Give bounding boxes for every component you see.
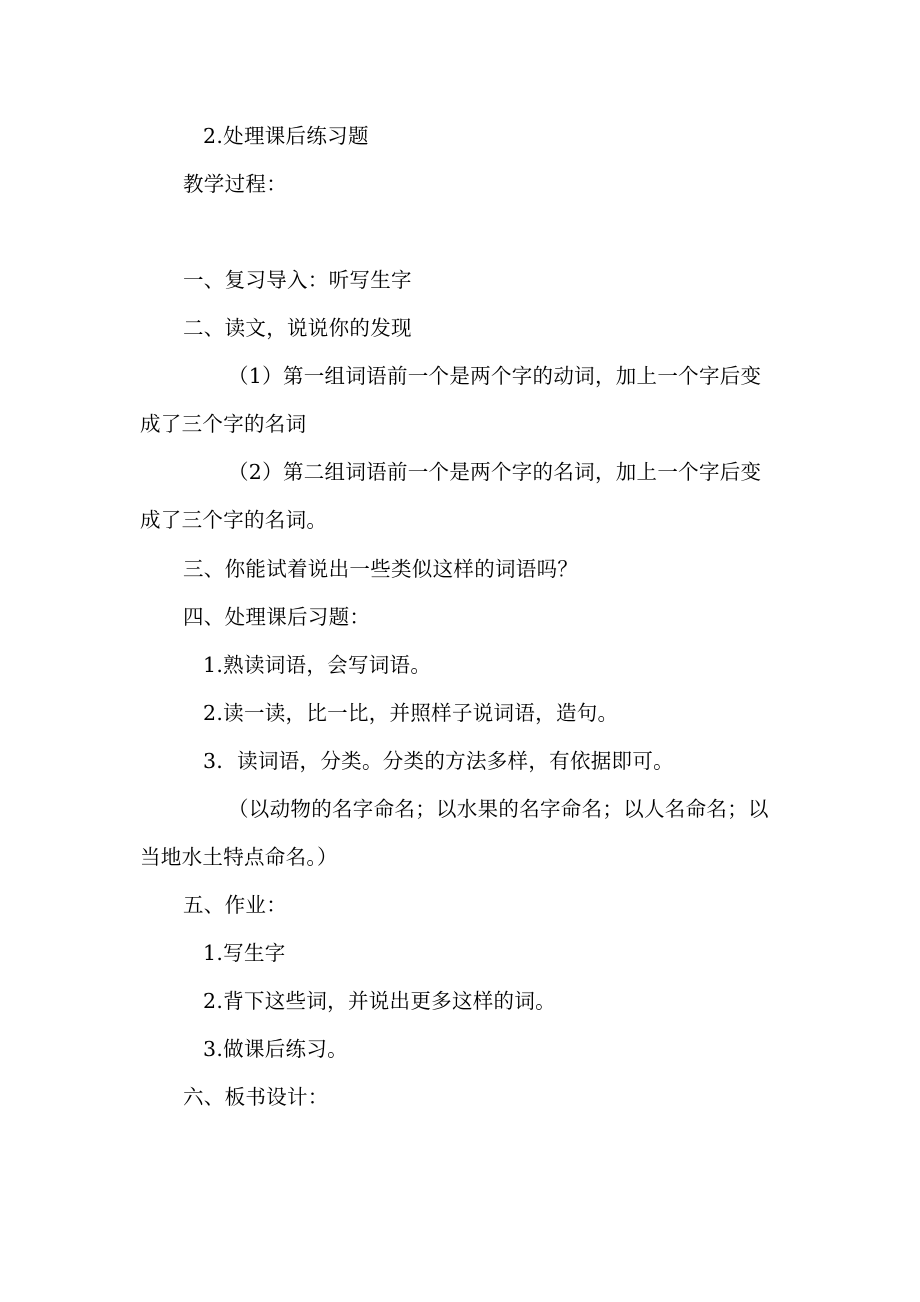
text-line: （2）第二组词语前一个是两个字的名词，加上一个字后变 (228, 460, 762, 484)
list-item: 2.背下这些词，并说出更多这样的词。 (203, 989, 556, 1013)
section-heading: 教学过程： (183, 172, 287, 196)
text-line: 成了三个字的名词 (140, 412, 307, 436)
section-heading: 二、读文，说说你的发现 (183, 316, 412, 340)
section-heading: 六、板书设计： (183, 1085, 329, 1109)
text-line: 2.处理课后练习题 (203, 124, 369, 148)
text-line: 当地水土特点命名。） (140, 845, 338, 869)
text-line: 成了三个字的名词。 (140, 508, 328, 532)
list-item: 1.写生字 (203, 941, 286, 965)
list-item: 1.熟读词语，会写词语。 (203, 653, 432, 677)
section-heading: 五、作业： (183, 893, 287, 917)
section-heading: 四、处理课后习题： (183, 605, 371, 629)
section-heading: 三、你能试着说出一些类似这样的词语吗？ (183, 557, 579, 581)
list-item: 3．读词语，分类。分类的方法多样，有依据即可。 (203, 749, 674, 773)
text-line: （以动物的名字命名；以水果的名字命名；以人名命名；以 (228, 797, 769, 821)
list-item: 3.做课后练习。 (203, 1037, 348, 1061)
section-heading: 一、复习导入：听写生字 (183, 268, 412, 292)
text-line: （1）第一组词语前一个是两个字的动词，加上一个字后变 (228, 364, 762, 388)
list-item: 2.读一读，比一比，并照样子说词语，造句。 (203, 701, 619, 725)
